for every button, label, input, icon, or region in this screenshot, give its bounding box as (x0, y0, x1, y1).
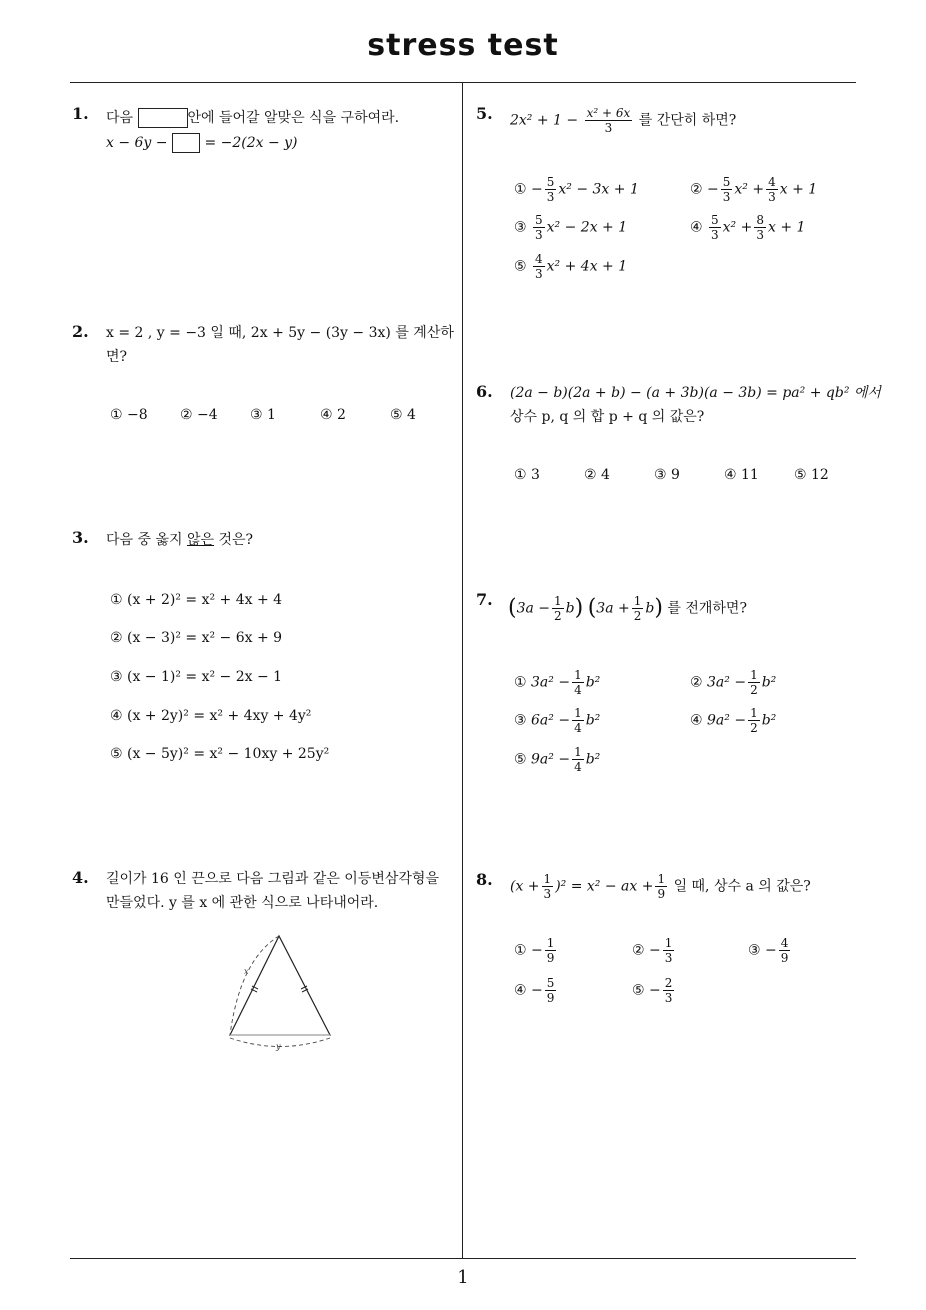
q8-fraction-2 (655, 872, 667, 901)
question-number: 7. (476, 590, 493, 609)
option-post: b² (585, 751, 601, 768)
question-8-text (510, 872, 811, 901)
option-rest: x + 1 (768, 219, 806, 236)
option-3[interactable]: ③ 9 (654, 467, 680, 483)
frac-denominator: 3 (711, 228, 719, 242)
q8-fraction-1 (542, 872, 554, 901)
frac-denominator: 2 (750, 721, 758, 735)
frac-numerator: 4 (768, 175, 776, 189)
frac-numerator: 1 (574, 745, 582, 759)
page-title: stress test (367, 28, 559, 63)
option-5[interactable]: ⑤ − $\frac{2}{3}$ (632, 976, 673, 1005)
option-pre: 9a² − (707, 712, 747, 729)
option-mid: x² + (722, 219, 753, 236)
question-7-text (508, 594, 747, 623)
frac-numerator: 1 (664, 936, 673, 950)
option-5[interactable]: ⑤ 12 (794, 467, 829, 483)
question-2-text (106, 321, 458, 369)
q7-f1-post: b (565, 600, 575, 617)
q2-line-1: x = 2 , y = −3 일 때, 2x + 5y − (3y − 3x) 를 계산하 (106, 325, 454, 341)
question-number: 4. (72, 868, 89, 887)
question-2-options (110, 407, 450, 423)
fig-label-x: x (244, 967, 249, 976)
option-fraction (748, 706, 760, 735)
q4-line-1: 길이가 16 인 끈으로 다음 그림과 같은 이등변삼각형을 (106, 871, 439, 887)
paren-close: ) (574, 595, 584, 621)
option-fraction (748, 668, 760, 697)
answer-box-small (172, 133, 200, 153)
option-1[interactable]: ① −8 (110, 407, 148, 423)
option-fraction (572, 745, 584, 774)
option-2[interactable]: ② −4 (180, 407, 218, 423)
option-mark: ③ (514, 712, 527, 729)
frac-denominator: 3 (546, 190, 555, 204)
option-mark: ④ (690, 712, 703, 729)
frac-numerator: 1 (750, 706, 758, 720)
answer-box (138, 108, 188, 128)
option-fraction (572, 706, 584, 735)
frac-numerator: 4 (535, 252, 543, 266)
option-1[interactable]: ① − $\frac{1}{9}$ (514, 936, 555, 965)
option-1[interactable] (514, 175, 639, 204)
frac-numerator: 2 (664, 976, 673, 990)
option-pre: 3a² − (707, 674, 747, 691)
option-pre: 9a² − (531, 751, 571, 768)
option-mark: ③ (748, 942, 761, 959)
frac-numerator: 5 (546, 175, 555, 189)
q7-f2-fraction (632, 594, 644, 623)
frac-numerator: 5 (722, 175, 731, 189)
frac-denominator: 3 (535, 228, 543, 242)
option-2[interactable] (690, 668, 776, 697)
option-fraction (533, 213, 545, 242)
frac-denominator: 2 (750, 683, 758, 697)
option-pre: 3a² − (531, 674, 571, 691)
q4-line-2: 만들었다. y 를 x 에 관한 식으로 나타내어라. (106, 895, 379, 911)
frac-denominator: 2 (554, 609, 562, 623)
option-mark: ② (690, 674, 703, 691)
option-3[interactable] (514, 213, 627, 242)
option-5[interactable] (514, 252, 627, 281)
option-4[interactable] (690, 213, 805, 242)
q8-mid: )² = x² − ax + (555, 878, 654, 895)
option-sign: − (531, 181, 543, 198)
question-1-text (106, 106, 399, 130)
option-post: b² (585, 712, 601, 729)
option-5[interactable] (514, 745, 600, 774)
q5-text: 를 간단히 하면? (638, 112, 737, 129)
frac-denominator: 9 (657, 887, 666, 901)
q8-text: 일 때, 상수 a 의 값은? (673, 878, 811, 895)
option-mark: ① (514, 181, 527, 198)
option-fraction (545, 936, 557, 965)
frac-numerator: 1 (546, 936, 555, 950)
option-5[interactable]: ⑤ (x − 5y)² = x² − 10xy + 25y² (110, 746, 330, 762)
q6-line-1: (2a − b)(2a + b) − (a + 3b)(a − 3b) = pa² + qb² 에서 (510, 385, 881, 401)
option-4[interactable]: ④ − $\frac{5}{9}$ (514, 976, 555, 1005)
frac-numerator: 5 (711, 213, 719, 227)
question-number: 6. (476, 382, 493, 401)
option-post: b² (761, 674, 777, 691)
option-5[interactable]: ⑤ 4 (390, 407, 416, 423)
q1-eq-left: x − 6y − (106, 135, 168, 151)
option-rest: x² + 4x + 1 (546, 258, 628, 275)
q7-f2-post: b (645, 600, 655, 617)
option-mark: ⑤ (632, 982, 645, 999)
option-mark: ② (690, 181, 703, 198)
frac-numerator: 1 (633, 594, 642, 608)
option-4[interactable] (690, 706, 776, 735)
question-number: 1. (72, 104, 89, 123)
option-rest: x + 1 (779, 181, 818, 198)
question-1-equation (106, 131, 298, 155)
paren-close: ) (654, 595, 663, 621)
frac-denominator: 9 (546, 951, 555, 965)
frac-numerator: x² + 6x (586, 106, 631, 120)
frac-denominator: 4 (574, 721, 582, 735)
q7-text: 를 전개하면? (667, 600, 747, 617)
question-3-text (106, 528, 253, 552)
frac-denominator: 9 (546, 991, 555, 1005)
q8-pre: (x + (510, 878, 540, 895)
question-number: 8. (476, 870, 493, 889)
option-fraction (545, 175, 557, 204)
option-mark: ⑤ (514, 258, 527, 275)
q7-f1-pre: 3a − (516, 600, 551, 617)
option-fraction (663, 936, 675, 965)
option-1[interactable] (514, 668, 600, 697)
frac-denominator: 3 (664, 951, 673, 965)
q2-line-2: 면? (106, 349, 128, 365)
option-4[interactable]: ④ 11 (724, 467, 759, 483)
option-mark: ⑤ (514, 751, 527, 768)
frac-denominator: 4 (574, 760, 582, 774)
q3-underlined: 않은 (186, 532, 215, 548)
q6-line-2: 상수 p, q 의 합 p + q 의 값은? (510, 409, 705, 425)
option-mark: ① (514, 674, 527, 691)
option-fraction (721, 175, 733, 204)
option-4[interactable]: ④ (x + 2y)² = x² + 4xy + 4y² (110, 708, 312, 724)
q1-text-after: 안에 들어갈 알맞은 식을 구하여라. (187, 110, 400, 126)
q7-f2-pre: 3a + (596, 600, 630, 617)
frac-numerator: 1 (750, 668, 758, 682)
option-2[interactable]: ② − $\frac{1}{3}$ (632, 936, 673, 965)
option-4[interactable]: ④ 2 (320, 407, 346, 423)
q5-expr-prefix: 2x² + 1 − (510, 112, 579, 129)
option-1[interactable]: ① 3 (514, 467, 540, 483)
option-2[interactable]: ② (x − 3)² = x² − 6x + 9 (110, 630, 283, 646)
frac-numerator: 1 (657, 872, 666, 886)
question-number: 2. (72, 322, 89, 341)
fig-label-y: y (276, 1042, 281, 1051)
frac-denominator: 3 (664, 991, 673, 1005)
option-fraction (709, 213, 721, 242)
option-3[interactable] (514, 706, 600, 735)
frac-numerator: 1 (574, 706, 582, 720)
frac-denominator: 9 (780, 951, 789, 965)
option-post: b² (585, 674, 601, 691)
question-4-text (106, 867, 462, 915)
frac-numerator: 1 (543, 872, 552, 886)
option-post: b² (761, 712, 777, 729)
header-rule (70, 82, 856, 83)
frac-denominator: 3 (756, 228, 764, 242)
frac-numerator: 1 (554, 594, 562, 608)
isosceles-triangle-figure (222, 930, 338, 1054)
option-fraction-2 (766, 175, 778, 204)
option-sign: − (707, 181, 719, 198)
option-mark: ② (632, 942, 645, 959)
q1-eq-right: = −2(2x − y) (204, 135, 298, 151)
frac-denominator: 3 (543, 887, 552, 901)
option-rest: x² − 3x + 1 (558, 181, 639, 198)
question-6-text (510, 381, 881, 429)
option-3[interactable]: ③ (x − 1)² = x² − 2x − 1 (110, 669, 283, 685)
option-2[interactable] (690, 175, 817, 204)
option-fraction (572, 668, 584, 697)
column-divider (462, 83, 463, 1258)
frac-numerator: 8 (756, 213, 764, 227)
option-mark: ④ (690, 219, 703, 236)
page-number: 1 (457, 1267, 469, 1288)
option-rest: x² − 2x + 1 (546, 219, 628, 236)
option-pre: 6a² − (531, 712, 571, 729)
frac-denominator: 3 (722, 190, 731, 204)
question-6-options (514, 467, 854, 483)
option-3[interactable]: ③ − $\frac{4}{9}$ (748, 936, 789, 965)
q1-text-before: 다음 (106, 110, 134, 126)
frac-numerator: 4 (780, 936, 789, 950)
question-number: 5. (476, 104, 493, 123)
question-number: 3. (72, 528, 89, 547)
q7-f1-fraction (552, 594, 564, 623)
frac-denominator: 3 (768, 190, 776, 204)
frac-numerator: 1 (574, 668, 582, 682)
option-fraction-2 (754, 213, 766, 242)
frac-denominator: 3 (535, 267, 543, 281)
frac-numerator: 5 (535, 213, 543, 227)
option-mark: ④ (514, 982, 527, 999)
option-fraction (663, 976, 675, 1005)
option-fraction (545, 976, 557, 1005)
option-mark: ③ (514, 219, 527, 236)
paren-open: ( (508, 595, 517, 621)
q3-text-after: 것은? (214, 532, 254, 548)
option-3[interactable]: ③ 1 (250, 407, 276, 423)
frac-denominator: 2 (633, 609, 642, 623)
option-mid: x² + (734, 181, 765, 198)
option-fraction (779, 936, 791, 965)
paren-open: ( (587, 595, 597, 621)
option-mark: ① (514, 942, 527, 959)
frac-numerator: 5 (546, 976, 555, 990)
q3-text-before: 다음 중 옳지 (106, 532, 187, 548)
q5-fraction (585, 106, 633, 135)
frac-denominator: 4 (574, 683, 582, 697)
footer-rule (70, 1258, 856, 1259)
option-2[interactable]: ② 4 (584, 467, 610, 483)
option-fraction (533, 252, 545, 281)
frac-denominator: 3 (604, 121, 613, 135)
question-5-text (510, 106, 736, 135)
option-1[interactable]: ① (x + 2)² = x² + 4x + 4 (110, 592, 283, 608)
